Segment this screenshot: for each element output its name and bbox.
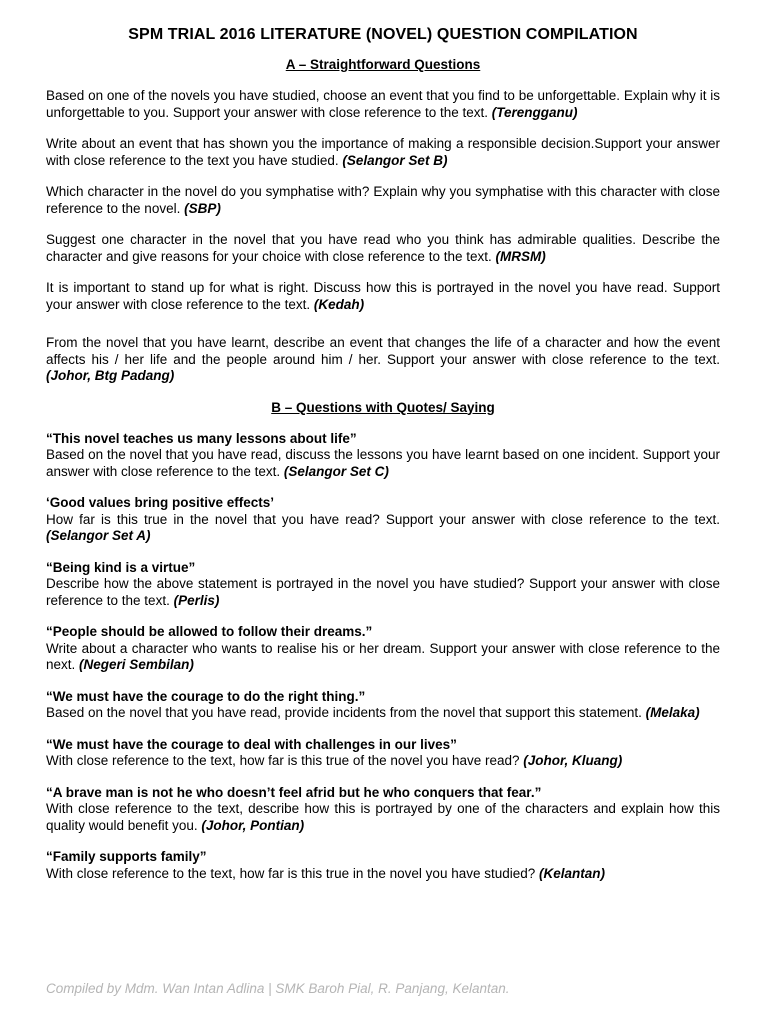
question-quote: “Being kind is a virtue” xyxy=(46,559,196,575)
question-source: (Perlis) xyxy=(173,592,220,608)
question-source: (Kedah) xyxy=(313,296,365,312)
question-text: Write about an event that has shown you the importance of making a responsible decision.Support your answer with close reference to the text you have studied. xyxy=(46,136,720,168)
question-a4 xyxy=(46,232,720,265)
question-source: (Terengganu) xyxy=(491,104,578,120)
document-title: SPM TRIAL 2016 LITERATURE (NOVEL) QUESTION COMPILATION xyxy=(128,26,638,43)
question-b7 xyxy=(46,785,720,835)
question-source: (Selangor Set C) xyxy=(283,463,389,479)
question-source: (Melaka) xyxy=(645,705,700,720)
question-quote: “We must have the courage to do the right thing.” xyxy=(46,688,366,704)
question-source: (Selangor Set B) xyxy=(342,152,448,168)
question-text: With close reference to the text, how far is this true in the novel you have studied? xyxy=(46,865,536,881)
question-text: Based on the novel that you have read, provide incidents from the novel that support this statement. xyxy=(46,705,642,720)
footer-credit: Compiled by Mdm. Wan Intan Adlina | SMK Baroh Pial, R. Panjang, Kelantan. xyxy=(46,981,510,996)
question-b1 xyxy=(46,431,720,481)
question-text: Based on one of the novels you have studied, choose an event that you find to be unforgettable. Explain why it is unforgettable to you. Support your answer with close reference to the text. xyxy=(46,88,720,120)
question-source: (Negeri Sembilan) xyxy=(79,657,194,672)
question-b5 xyxy=(46,689,720,722)
question-source: (Johor, Btg Padang) xyxy=(46,368,175,383)
question-quote: ‘Good values bring positive effects’ xyxy=(46,495,275,510)
question-a5 xyxy=(46,280,720,313)
document-page xyxy=(46,26,720,897)
question-text: With close reference to the text, describe how this is portrayed by one of the characters and explain how this quality would benefit you. xyxy=(46,801,720,833)
question-text: Describe how the above statement is portrayed in the novel you have studied? Support your answer with close reference to the text. xyxy=(46,576,720,608)
question-text: With close reference to the text, how far is this true of the novel you have read? xyxy=(46,753,520,768)
section-b-heading: B – Questions with Quotes/ Saying xyxy=(271,399,495,415)
question-b8 xyxy=(46,849,720,882)
question-a2 xyxy=(46,136,720,169)
question-quote: “Family supports family” xyxy=(46,849,207,864)
question-b6 xyxy=(46,737,720,770)
question-text: From the novel that you have learnt, describe an event that changes the life of a character and how the event affects his / her life and the people around him / her. Support your answer with close reference to the text. xyxy=(46,335,720,367)
question-source: (SBP) xyxy=(184,200,221,216)
question-text: Based on the novel that you have read, discuss the lessons you have learnt based on one incident. Support your answer with close reference to the text. xyxy=(46,447,720,479)
question-text: Write about a character who wants to realise his or her dream. Support your answer with close reference to the next. xyxy=(46,640,720,672)
question-a3 xyxy=(46,184,720,217)
question-quote: “We must have the courage to deal with challenges in our lives” xyxy=(46,736,457,752)
section-a-heading: A – Straightforward Questions xyxy=(285,57,481,72)
question-text: How far is this true in the novel that you have read? Support your answer with close reference to the text. xyxy=(46,511,720,527)
question-text: Suggest one character in the novel that you have read who you think has admirable qualities. Describe the character and give reasons for your choice with close reference to the text. xyxy=(46,232,720,264)
question-b4 xyxy=(46,624,720,674)
question-a1 xyxy=(46,88,720,121)
question-b3 xyxy=(46,560,720,610)
question-source: (Kelantan) xyxy=(539,865,606,881)
question-a6 xyxy=(46,335,720,385)
question-source: (Selangor Set A) xyxy=(46,528,151,543)
question-source: (Johor, Kluang) xyxy=(523,753,623,768)
question-quote: “This novel teaches us many lessons about life” xyxy=(46,430,357,446)
question-quote: “People should be allowed to follow their dreams.” xyxy=(46,624,373,639)
question-source: (Johor, Pontian) xyxy=(201,817,305,833)
question-text: It is important to stand up for what is right. Discuss how this is portrayed in the novel you have read. Support your answer with close reference to the text. xyxy=(46,280,720,312)
question-b2 xyxy=(46,495,720,545)
question-text: Which character in the novel do you symphatise with? Explain why you symphatise with this character with close reference to the novel. xyxy=(46,184,720,216)
question-quote: “A brave man is not he who doesn’t feel afrid but he who conquers that fear.” xyxy=(46,784,542,800)
question-source: (MRSM) xyxy=(495,248,546,264)
